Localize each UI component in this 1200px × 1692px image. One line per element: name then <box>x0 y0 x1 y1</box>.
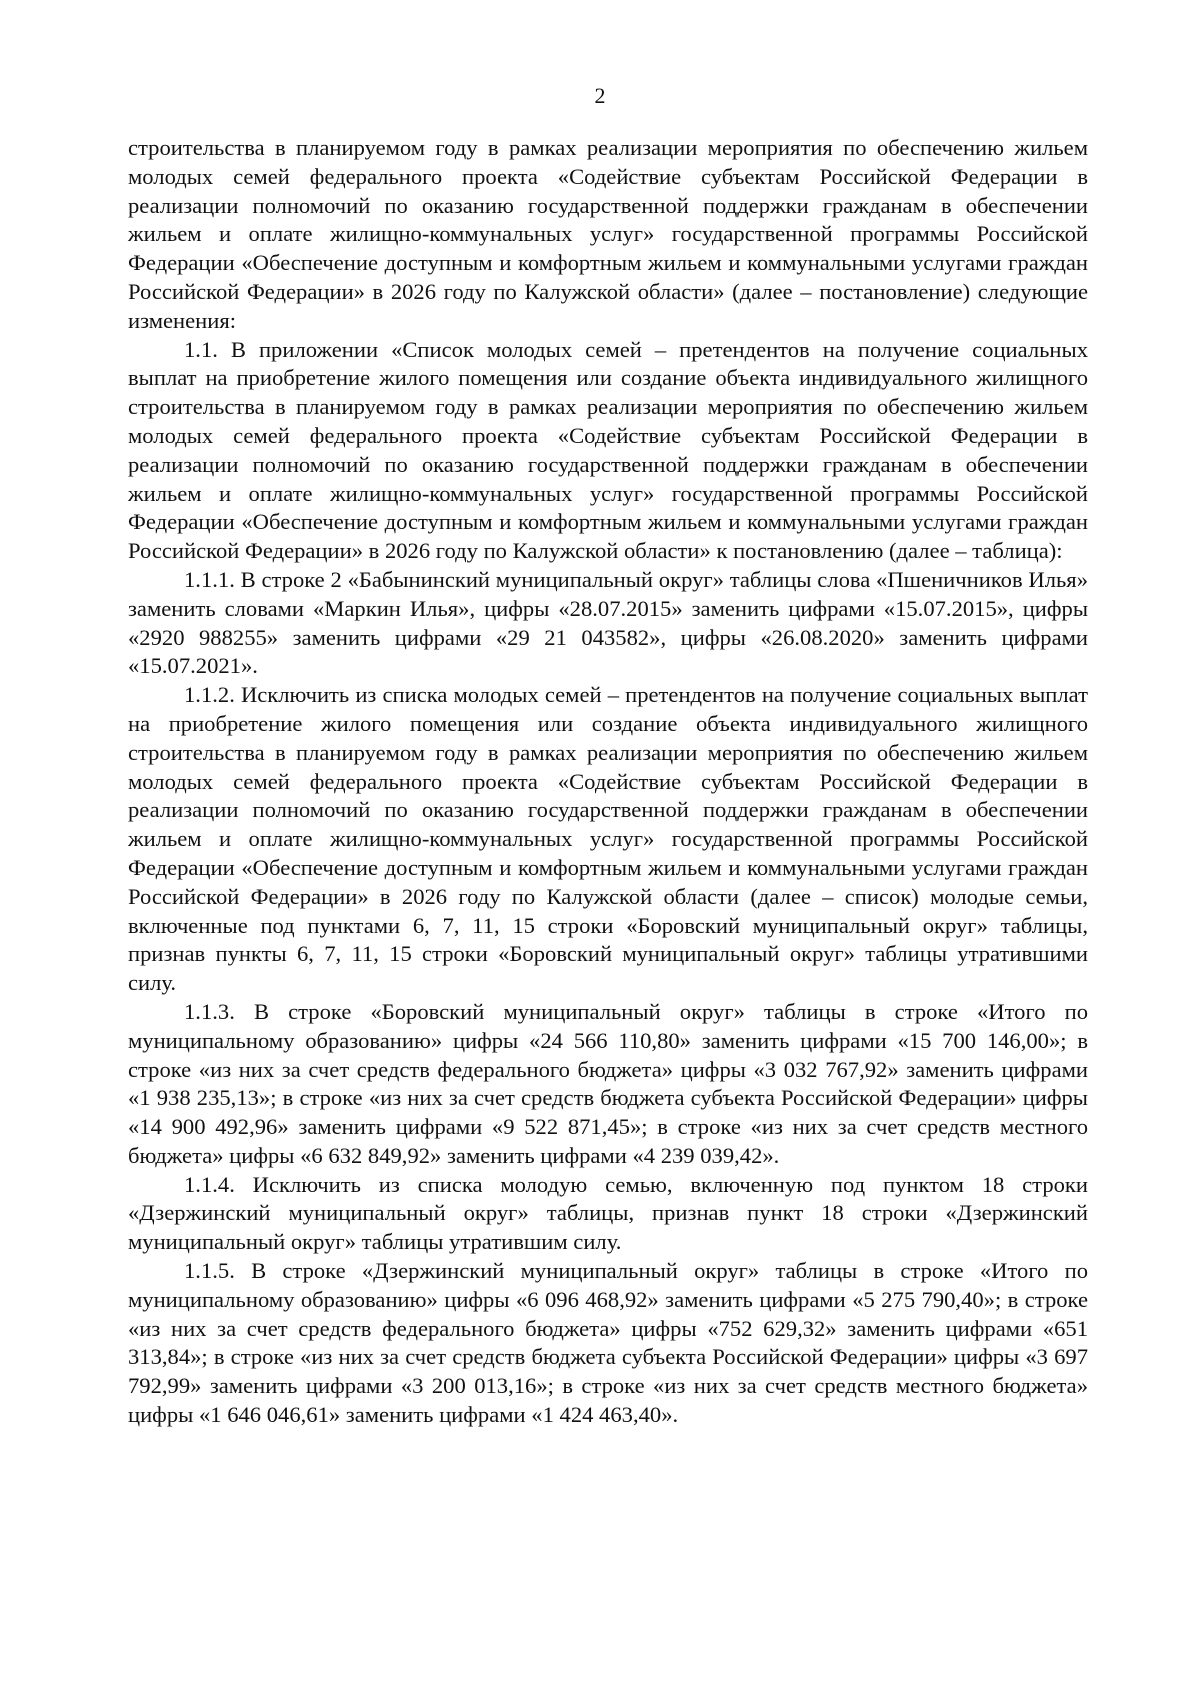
paragraph-item-1-1-3: 1.1.3. В строке «Боровский муниципальный округ» таблицы в строке «Итого по муниципальному образованию» цифры «24 566 110,80» заменить цифрами «15 700 146,00»; в строке «из них за счет средств федерального бюджета» цифры «3 032 767,92» заменить цифрами «1 938 235,13»; в строке «из них за счет средств бюджета субъекта Российской Федерации» цифры «14 900 492,96» заменить цифрами «9 522 871,45»; в строке «из них за счет средств местного бюджета» цифры «6 632 849,92» заменить цифрами «4 239 039,42». <box>128 998 1088 1168</box>
paragraph-item-1-1-5: 1.1.5. В строке «Дзержинский муниципальный округ» таблицы в строке «Итого по муниципальному образованию» цифры «6 096 468,92» заменить цифрами «5 275 790,40»; в строке «из них за счет средств федерального бюджета» цифры «752 629,32» заменить цифрами «651 313,84»; в строке «из них за счет средств бюджета субъекта Российской Федерации» цифры «3 697 792,99» заменить цифрами «3 200 013,16»; в строке «из них за счет средств местного бюджета» цифры «1 646 046,61» заменить цифрами «1 424 463,40». <box>128 1258 1088 1428</box>
paragraph-intro-continuation: строительства в планируемом году в рамках реализации мероприятия по обеспечению жильем молодых семей федерального проекта «Содействие субъектам Российской Федерации в реализации полномочий по оказанию государственной поддержки гражданам в обеспечении жильем и оплате жилищно-коммунальных услуг» государственной программы Российской Федерации «Обеспечение доступным и комфортным жильем и коммунальными услугами граждан Российской Федерации» в 2026 году по Калужской области» (далее – постановление) следующие изменения: <box>128 135 1088 333</box>
paragraph-item-1-1-4: 1.1.4. Исключить из списка молодую семью, включенную под пунктом 18 строки «Дзержинский муниципальный округ» таблицы, признав пункт 18 строки «Дзержинский муниципальный округ» таблицы утратившим силу. <box>128 1171 1088 1255</box>
paragraph-item-1-1-2: 1.1.2. Исключить из списка молодых семей – претендентов на получение социальных выплат на приобретение жилого помещения или создание объекта индивидуального жилищного строительства в планируемом году в рамках реализации мероприятия по обеспечению жильем молодых семей федерального проекта «Содействие субъектам Российской Федерации в реализации полномочий по оказанию государственной поддержки гражданам в обеспечении жильем и оплате жилищно-коммунальных услуг» государственной программы Российской Федерации «Обеспечение доступным и комфортным жильем и коммунальными услугами граждан Российской Федерации» в 2026 году по Калужской области (далее – список) молодые семьи, включенные под пунктами 6, 7, 11, 15 строки «Боровский муниципальный округ» таблицы, признав пункты 6, 7, 11, 15 строки «Боровский муниципальный округ» таблицы утратившими силу. <box>128 682 1088 996</box>
paragraph-item-1-1: 1.1. В приложении «Список молодых семей – претендентов на получение социальных выплат на приобретение жилого помещения или создание объекта индивидуального жилищного строительства в планируемом году в рамках реализации мероприятия по обеспечению жильем молодых семей федерального проекта «Содействие субъектам Российской Федерации в реализации полномочий по оказанию государственной поддержки гражданам в обеспечении жильем и оплате жилищно-коммунальных услуг» государственной программы Российской Федерации «Обеспечение доступным и комфортным жильем и коммунальными услугами граждан Российской Федерации» в 2026 году по Калужской области» к постановлению (далее – таблица): <box>128 336 1088 564</box>
paragraph-item-1-1-1: 1.1.1. В строке 2 «Бабынинский муниципальный округ» таблицы слова «Пшеничников Илья» заменить словами «Маркин Илья», цифры «28.07.2015» заменить цифрами «15.07.2015», цифры «2920 988255» заменить цифрами «29 21 043582», цифры «26.08.2020» заменить цифрами «15.07.2021». <box>128 566 1088 679</box>
page-number: 2 <box>594 83 606 108</box>
document-body <box>128 134 1088 1430</box>
